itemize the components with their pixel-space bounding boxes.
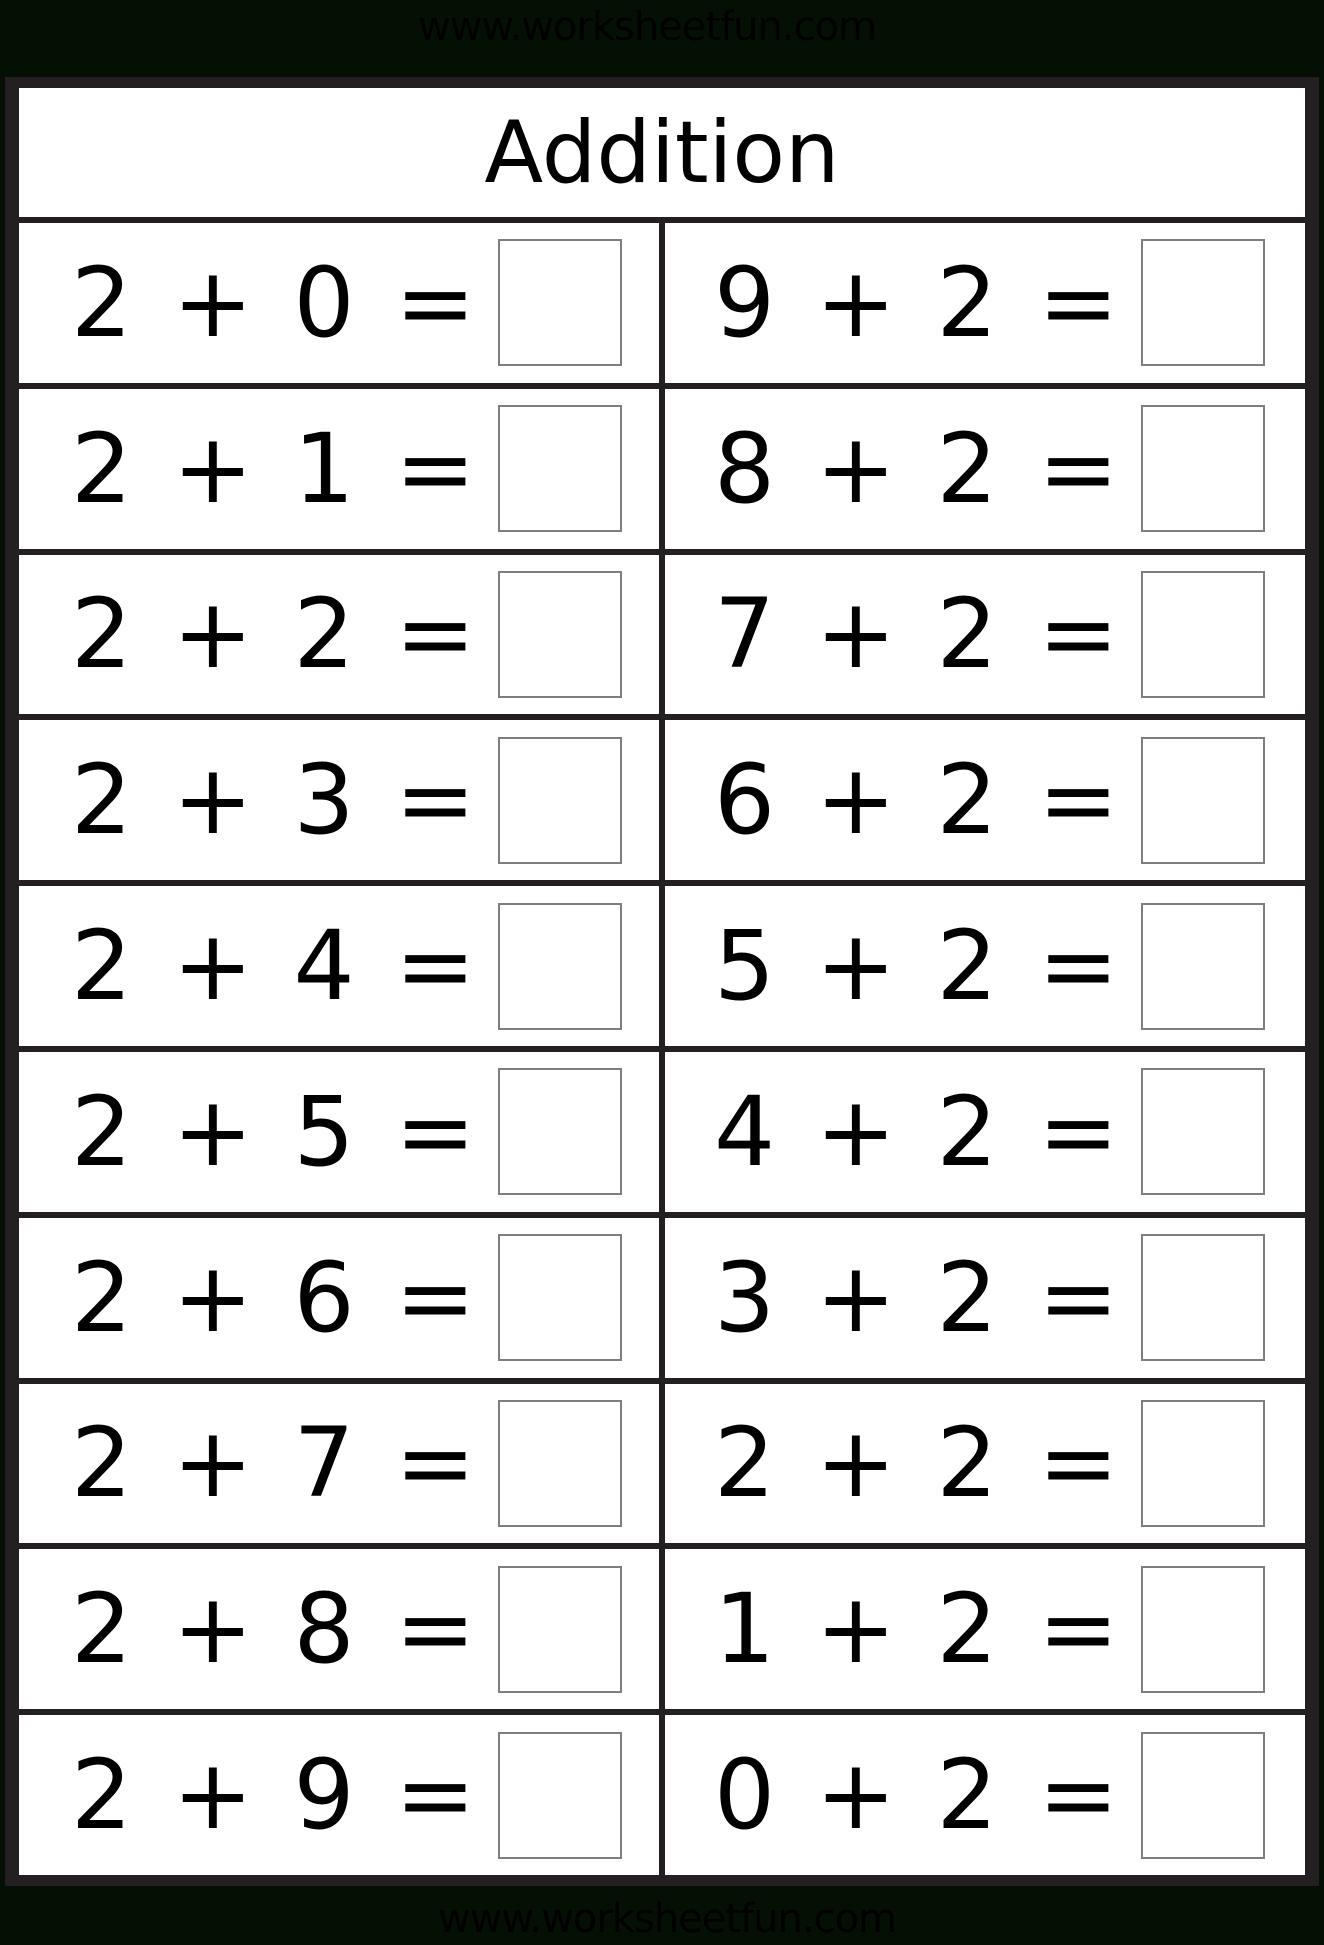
equation-text: 6 + 2 = xyxy=(714,744,1119,857)
problem-cell-right-5 xyxy=(662,1052,1305,1212)
answer-box[interactable] xyxy=(1141,405,1265,532)
equation-text: 0 + 2 = xyxy=(714,1739,1119,1852)
equation-text: 7 + 2 = xyxy=(714,578,1119,691)
problem-cell-left-6 xyxy=(19,1218,662,1378)
equation-text: 2 + 5 = xyxy=(71,1075,476,1188)
answer-box[interactable] xyxy=(1141,1732,1265,1859)
equation-text: 5 + 2 = xyxy=(714,910,1119,1023)
equation-text: 2 + 8 = xyxy=(71,1573,476,1686)
problem-cell-right-4 xyxy=(662,886,1305,1046)
equation-text: 2 + 4 = xyxy=(71,910,476,1023)
problem-cell-left-7 xyxy=(19,1384,662,1544)
problem-cell-left-0 xyxy=(19,223,662,383)
problem-cell-left-8 xyxy=(19,1549,662,1709)
problem-cell-left-3 xyxy=(19,720,662,880)
problem-cell-left-2 xyxy=(19,555,662,715)
answer-box[interactable] xyxy=(1141,239,1265,366)
equation-text: 1 + 2 = xyxy=(714,1573,1119,1686)
problem-cell-left-1 xyxy=(19,389,662,549)
answer-box[interactable] xyxy=(498,239,622,366)
answer-box[interactable] xyxy=(1141,571,1265,698)
problem-cell-right-9 xyxy=(662,1715,1305,1875)
answer-box[interactable] xyxy=(1141,1068,1265,1195)
answer-box[interactable] xyxy=(498,1400,622,1527)
column-divider xyxy=(659,223,665,1875)
problem-cell-right-0 xyxy=(662,223,1305,383)
equation-text: 2 + 1 = xyxy=(71,412,476,525)
problem-cell-left-9 xyxy=(19,1715,662,1875)
worksheet-title: Addition xyxy=(19,88,1305,223)
problem-cell-right-1 xyxy=(662,389,1305,549)
equation-text: 2 + 2 = xyxy=(71,578,476,691)
problem-cell-right-8 xyxy=(662,1549,1305,1709)
problem-cell-right-6 xyxy=(662,1218,1305,1378)
answer-box[interactable] xyxy=(1141,903,1265,1030)
problem-cell-right-2 xyxy=(662,555,1305,715)
answer-box[interactable] xyxy=(1141,737,1265,864)
equation-text: 2 + 2 = xyxy=(714,1407,1119,1520)
equation-text: 2 + 9 = xyxy=(71,1739,476,1852)
equation-text: 9 + 2 = xyxy=(714,246,1119,359)
answer-box[interactable] xyxy=(1141,1400,1265,1527)
equation-text: 4 + 2 = xyxy=(714,1075,1119,1188)
answer-box[interactable] xyxy=(498,1068,622,1195)
equation-text: 2 + 6 = xyxy=(71,1241,476,1354)
answer-box[interactable] xyxy=(498,405,622,532)
problem-cell-right-7 xyxy=(662,1384,1305,1544)
equation-text: 8 + 2 = xyxy=(714,412,1119,525)
answer-box[interactable] xyxy=(498,1732,622,1859)
equation-text: 3 + 2 = xyxy=(714,1241,1119,1354)
answer-box[interactable] xyxy=(1141,1566,1265,1693)
equation-text: 2 + 0 = xyxy=(71,246,476,359)
problem-cell-left-5 xyxy=(19,1052,662,1212)
problem-cell-right-3 xyxy=(662,720,1305,880)
answer-box[interactable] xyxy=(498,1566,622,1693)
problem-cell-left-4 xyxy=(19,886,662,1046)
problems-grid xyxy=(19,223,1305,1875)
answer-box[interactable] xyxy=(498,571,622,698)
answer-box[interactable] xyxy=(1141,1234,1265,1361)
answer-box[interactable] xyxy=(498,1234,622,1361)
answer-box[interactable] xyxy=(498,737,622,864)
bottom-watermark: www.worksheetfun.com xyxy=(438,1896,897,1942)
top-watermark: www.worksheetfun.com xyxy=(418,4,877,50)
equation-text: 2 + 3 = xyxy=(71,744,476,857)
worksheet xyxy=(5,77,1319,1886)
answer-box[interactable] xyxy=(498,903,622,1030)
equation-text: 2 + 7 = xyxy=(71,1407,476,1520)
